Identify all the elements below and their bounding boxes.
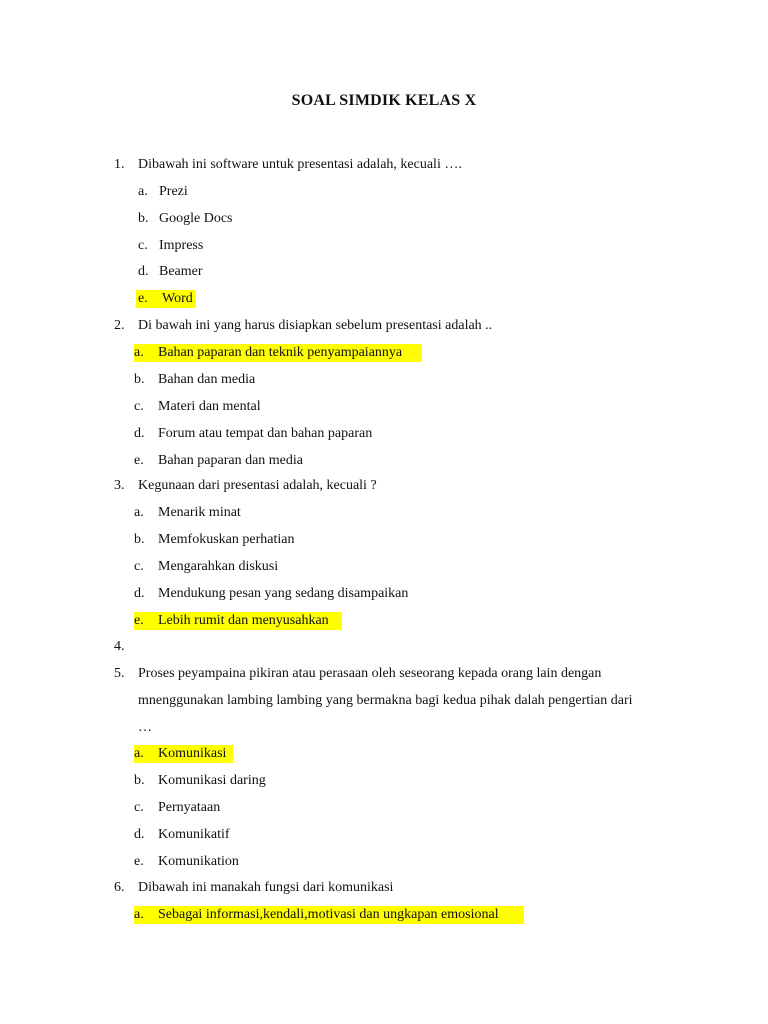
option-text: Google Docs <box>159 211 233 226</box>
question-number: 1. <box>114 157 125 172</box>
option-letter: c. <box>134 559 144 574</box>
option-text: Menarik minat <box>158 505 241 520</box>
question-text: Dibawah ini software untuk presentasi adalah, kecuali …. <box>138 157 462 172</box>
document-title: SOAL SIMDIK KELAS X <box>291 92 477 109</box>
option-text: Komunikasi daring <box>158 773 266 788</box>
option-text: Mengarahkan diskusi <box>158 559 279 574</box>
option-letter: e. <box>134 613 144 628</box>
option-letter: b. <box>134 372 145 387</box>
option-text: Bahan paparan dan teknik penyampaiannya <box>158 345 403 360</box>
option-text: Mendukung pesan yang sedang disampaikan <box>158 586 409 601</box>
option-letter: b. <box>134 532 145 547</box>
option-letter: b. <box>134 773 145 788</box>
option-letter: e. <box>138 291 148 306</box>
option-3e-highlighted <box>134 612 342 630</box>
question-number: 6. <box>114 880 125 895</box>
option-text: Komunikasi <box>158 746 227 761</box>
option-text: Komunikation <box>158 854 239 869</box>
option-text: Lebih rumit dan menyusahkan <box>158 613 329 628</box>
option-letter: e. <box>134 854 144 869</box>
option-text: Forum atau tempat dan bahan paparan <box>158 426 373 441</box>
option-letter: a. <box>134 907 144 922</box>
question-number: 3. <box>114 478 125 493</box>
question-number: 2. <box>114 318 125 333</box>
option-1e-highlighted <box>136 290 196 308</box>
option-text: Word <box>162 291 193 306</box>
option-text: Komunikatif <box>158 827 230 842</box>
option-letter: b. <box>138 211 149 226</box>
option-letter: d. <box>138 264 149 279</box>
option-text: Prezi <box>159 184 188 199</box>
option-letter: a. <box>138 184 148 199</box>
option-text: Pernyataan <box>158 800 221 815</box>
question-text-line-2: mnenggunakan lambing lambing yang bermakna bagi kedua pihak dalah pengertian dari <box>138 693 633 708</box>
option-text: Beamer <box>159 264 203 279</box>
option-text: Memfokuskan perhatian <box>158 532 295 547</box>
option-text: Sebagai informasi,kendali,motivasi dan ungkapan emosional <box>158 907 499 922</box>
option-text: Impress <box>159 238 204 253</box>
option-letter: d. <box>134 586 145 601</box>
option-6a-highlighted <box>134 906 524 924</box>
question-text: Kegunaan dari presentasi adalah, kecuali ? <box>138 478 377 493</box>
option-letter: d. <box>134 827 145 842</box>
option-letter: c. <box>134 399 144 414</box>
option-letter: a. <box>134 505 144 520</box>
option-text: Bahan dan media <box>158 372 256 387</box>
option-letter: c. <box>138 238 148 253</box>
option-letter: a. <box>134 746 144 761</box>
option-letter: d. <box>134 426 145 441</box>
question-number: 5. <box>114 666 125 681</box>
option-text: Materi dan mental <box>158 399 261 414</box>
option-2a-highlighted <box>134 344 422 362</box>
question-number: 4. <box>114 639 125 654</box>
question-text: Di bawah ini yang harus disiapkan sebelum presentasi adalah .. <box>138 318 493 333</box>
option-text: Bahan paparan dan media <box>158 453 303 468</box>
question-text: Dibawah ini manakah fungsi dari komunikasi <box>138 880 394 895</box>
option-letter: a. <box>134 345 144 360</box>
option-5a-highlighted <box>134 745 233 763</box>
question-text-line-3: … <box>138 720 152 735</box>
option-letter: c. <box>134 800 144 815</box>
option-letter: e. <box>134 453 144 468</box>
question-text-line-1: Proses peyampaina pikiran atau perasaan oleh seseorang kepada orang lain dengan <box>138 666 602 681</box>
